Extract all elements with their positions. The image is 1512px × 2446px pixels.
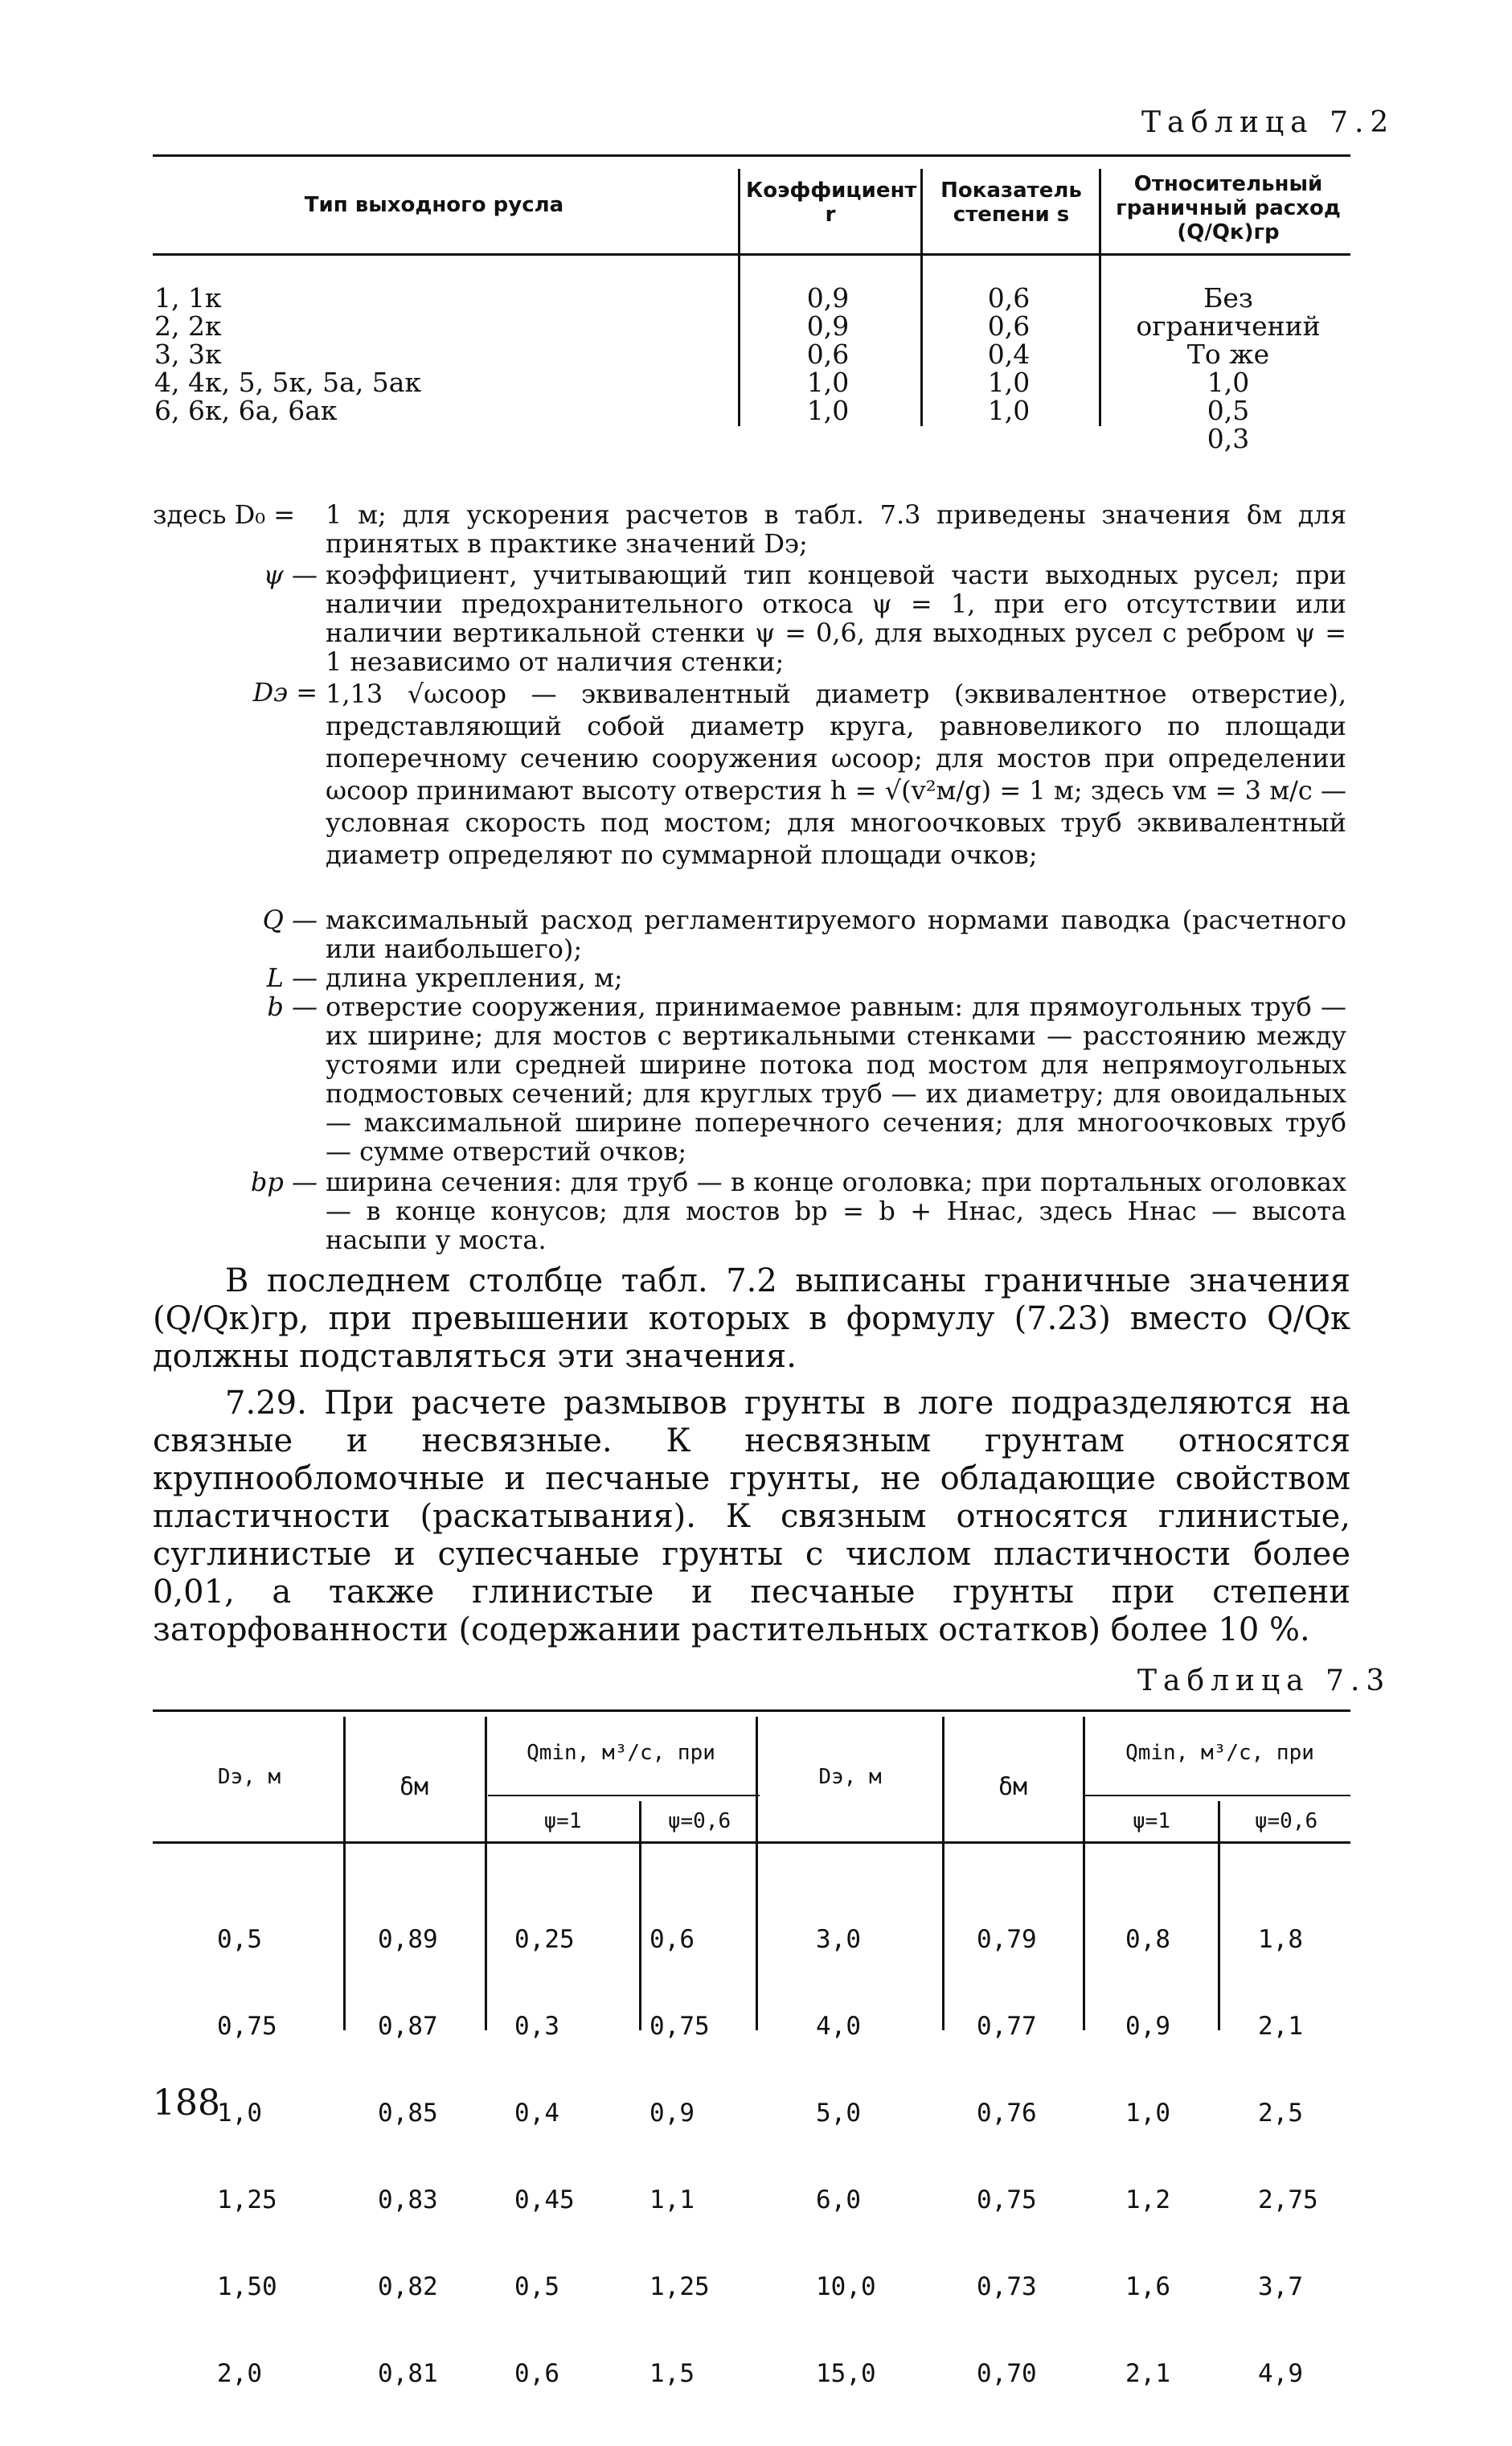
- dm-column: [378, 1867, 438, 2446]
- table-cell: 6, 6к, 6а, 6ак: [154, 395, 338, 426]
- table-cell: 3, 3к: [154, 339, 222, 370]
- table-cell: 2,1: [1125, 2359, 1170, 2388]
- page-number: 188: [153, 2083, 220, 2124]
- notation-text: 1,13 √ωсоор — эквивалентный диаметр (эквивалентное отверстие), представляющий собой диаметр круга, равновеликого по площади поперечному сечению сооружения ωсоор; для мостов при определении ωсоор принимают высоту отверстия h = √(v²м/g) = 1 м; здесь vм = 3 м/с — условная скорость под мостом; для многоочковых труб эквивалентный диаметр определяют по суммарной площади очков;: [326, 679, 1346, 870]
- notation-text: ширина сечения: для труб — в конце оголовка; при портальных оголовках — в конце конусов; для мостов bр = b + Hнас, здесь Hнас — высота насыпи у моста.: [326, 1167, 1346, 1255]
- table-cell: 1,0: [806, 367, 850, 398]
- table-cell: 0,45: [514, 2185, 575, 2214]
- table-cell: 2,75: [1258, 2185, 1318, 2214]
- table-cell: 1,0: [1207, 367, 1250, 398]
- table-cell: 0,6: [514, 2359, 559, 2388]
- column-divider: [756, 1717, 758, 2030]
- table-cell: 2,5: [1258, 2099, 1303, 2128]
- exponent-column: [936, 284, 1081, 425]
- notation-text: длина укрепления, м;: [326, 962, 623, 993]
- table-cell: 0,3: [514, 2012, 559, 2041]
- column-header-de: Dэ, м: [818, 1765, 882, 1789]
- column-divider: [738, 169, 740, 426]
- table-cell: 0,77: [977, 2012, 1037, 2041]
- table-cell: 0,83: [378, 2185, 438, 2214]
- notation-symbol: Dэ =: [252, 677, 318, 708]
- table-cell: 0,5: [514, 2272, 559, 2301]
- table-cell: 0,5: [1207, 395, 1250, 426]
- table-cell: 4, 4к, 5, 5к, 5а, 5ак: [154, 367, 422, 398]
- table-cell: 0,89: [378, 1925, 438, 1954]
- table-cell: 1,0: [1125, 2099, 1170, 2128]
- psi-1-column: [1125, 1867, 1186, 2446]
- table-cell: 0,70: [977, 2359, 1037, 2388]
- table-cell: 0,75: [649, 2012, 710, 2041]
- notation-symbol: ψ —: [263, 560, 318, 590]
- column-header-exponent: Показатель степени s: [940, 179, 1082, 227]
- table-cell: 1,6: [1125, 2272, 1170, 2301]
- table-cell: Без ограничений: [1136, 282, 1321, 342]
- psi-0-6-column: [649, 1867, 710, 2446]
- type-column: [154, 284, 717, 425]
- table-cell: 0,85: [378, 2099, 438, 2128]
- table-cell: 1, 1к: [154, 282, 222, 314]
- table-header-rule: [153, 1841, 1350, 1844]
- table-7-2-caption: Таблица 7.2: [1141, 106, 1395, 139]
- table-cell: 0,9: [806, 310, 850, 342]
- column-header-coefficient: Коэффициент r: [746, 179, 917, 227]
- table-cell: 0,6: [649, 1925, 695, 1954]
- column-header-psi-1: ψ=1: [1133, 1809, 1170, 1833]
- coefficient-column: [756, 284, 900, 425]
- table-cell: 1,1: [649, 2185, 695, 2214]
- table-cell: 0,9: [806, 282, 850, 314]
- column-header-qmin: Qmin, м³/с, при: [1125, 1741, 1314, 1765]
- table-cell: 0,6: [987, 310, 1031, 342]
- column-divider: [1218, 1801, 1220, 2030]
- dm-column: [977, 1867, 1037, 2446]
- column-divider: [920, 169, 923, 426]
- table-header-rule: [153, 253, 1350, 256]
- table-cell: 0,4: [514, 2099, 559, 2128]
- table-top-rule: [153, 154, 1350, 157]
- table-cell: 2,1: [1258, 2012, 1303, 2041]
- column-divider: [942, 1717, 944, 2030]
- table-cell: 0,5: [217, 1925, 262, 1954]
- psi-0-6-column: [1258, 1867, 1318, 2446]
- column-divider: [1083, 1717, 1085, 2030]
- column-divider: [639, 1801, 641, 2030]
- table-cell: 0,75: [217, 2012, 277, 2041]
- column-header-type: Тип выходного русла: [304, 193, 564, 217]
- table-cell: 6,0: [816, 2185, 861, 2214]
- subheader-rule: [488, 1795, 760, 1796]
- table-cell: 0,87: [378, 2012, 438, 2041]
- subheader-rule: [1085, 1795, 1350, 1796]
- body-paragraph: 7.29. При расчете размывов грунты в логе подразделяются на связные и несвязные. К несвязным грунтам относятся крупнообломочные и песчаные грунты, не обладающие свойством пластичности (раскатывания). К связным относятся глинистые, суглинистые и супесчаные грунты с числом пластичности более 0,01, а также глинистые и песчаные грунты при степени заторфованности (содержании растительных остатков) более 10 %.: [153, 1385, 1350, 1648]
- table-cell: 10,0: [816, 2272, 876, 2301]
- table-cell: 1,0: [217, 2099, 262, 2128]
- notation-symbol: Q —: [262, 905, 318, 935]
- table-cell: 5,0: [816, 2099, 861, 2128]
- table-cell: 0,4: [987, 339, 1031, 370]
- table-cell: 0,9: [1125, 2012, 1170, 2041]
- table-cell: 0,82: [378, 2272, 438, 2301]
- notation-text: 1 м; для ускорения расчетов в табл. 7.3 приведены значения δм для принятых в практике значений Dэ;: [326, 499, 1346, 559]
- column-header-psi-1: ψ=1: [543, 1809, 582, 1833]
- table-cell: 4,0: [816, 2012, 861, 2041]
- table-cell: 1,5: [649, 2359, 695, 2388]
- table-cell: 0,3: [1207, 423, 1250, 454]
- column-header-dm: δм: [399, 1773, 429, 1801]
- column-divider: [485, 1717, 487, 2030]
- table-cell: 0,73: [977, 2272, 1037, 2301]
- table-cell: 4,9: [1258, 2359, 1303, 2388]
- table-cell: 0,9: [649, 2099, 695, 2128]
- de-column: [217, 1867, 277, 2446]
- notation-symbol: bр —: [250, 1167, 318, 1197]
- table-cell: 1,25: [217, 2185, 277, 2214]
- table-cell: 2,0: [217, 2359, 262, 2388]
- table-cell: 1,50: [217, 2272, 277, 2301]
- table-cell: 0,8: [1125, 1925, 1170, 1954]
- column-header-psi-0-6: ψ=0,6: [667, 1809, 731, 1833]
- relative-discharge-column: [1108, 284, 1349, 453]
- column-header-qmin: Qmin, м³/с, при: [527, 1741, 715, 1765]
- table-top-rule: [153, 1709, 1350, 1712]
- notation-text: отверстие сооружения, принимаемое равным: для прямоугольных труб — их ширине; для мостов с вертикальными стенками — расстоянию между устоями или средней ширине потока под мостом для непрямоугольных подмостовых сечений; для круглых труб — их диаметру; для овоидальных — максимальной ширине поперечного сечения; для многоочковых труб — сумме отверстий очков;: [326, 991, 1346, 1167]
- table-cell: 0,25: [514, 1925, 575, 1954]
- column-header-de: Dэ, м: [217, 1765, 281, 1789]
- notation-symbol: здесь D₀ =: [153, 499, 296, 530]
- table-7-3-caption: Таблица 7.3: [1137, 1664, 1391, 1697]
- table-cell: 1,25: [649, 2272, 710, 2301]
- table-cell: 0,81: [378, 2359, 438, 2388]
- column-divider: [1099, 169, 1101, 426]
- table-cell: 3,7: [1258, 2272, 1303, 2301]
- table-cell: 0,75: [977, 2185, 1037, 2214]
- table-cell: 1,2: [1125, 2185, 1170, 2214]
- table-cell: 1,8: [1258, 1925, 1303, 1954]
- table-cell: 15,0: [816, 2359, 876, 2388]
- table-cell: 0,76: [977, 2099, 1037, 2128]
- notation-symbol: b —: [267, 991, 318, 1022]
- table-cell: 2, 2к: [154, 310, 222, 342]
- notation-symbol: L —: [266, 962, 318, 993]
- de-column: [816, 1867, 876, 2446]
- table-cell: 0,79: [977, 1925, 1037, 1954]
- column-divider: [343, 1717, 346, 2030]
- table-cell: 0,6: [987, 282, 1031, 314]
- column-header-dm: δм: [998, 1773, 1028, 1801]
- body-paragraph: В последнем столбце табл. 7.2 выписаны граничные значения (Q/Qк)гр, при превышении которых в формулу (7.23) вместо Q/Qк должны подставляться эти значения.: [153, 1262, 1350, 1375]
- table-cell: 1,0: [987, 395, 1031, 426]
- column-header-psi-0-6: ψ=0,6: [1254, 1809, 1318, 1833]
- table-cell: То же: [1186, 339, 1270, 370]
- column-header-relative-discharge: Относительный граничный расход (Q/Qк)гр: [1116, 172, 1341, 244]
- psi-1-column: [514, 1867, 575, 2446]
- notation-text: коэффициент, учитывающий тип концевой части выходных русел; при наличии предохранительного откоса ψ = 1, при его отсутствии или наличии вертикальной стенки ψ = 0,6, для выходных русел с ребром ψ = 1 независимо от наличия стенки;: [326, 560, 1346, 677]
- table-cell: 1,0: [806, 395, 850, 426]
- table-cell: 3,0: [816, 1925, 861, 1954]
- notation-text: максимальный расход регламентируемого нормами паводка (расчетного или наибольшего);: [326, 905, 1346, 964]
- table-cell: 1,0: [987, 367, 1031, 398]
- table-cell: 0,6: [806, 339, 850, 370]
